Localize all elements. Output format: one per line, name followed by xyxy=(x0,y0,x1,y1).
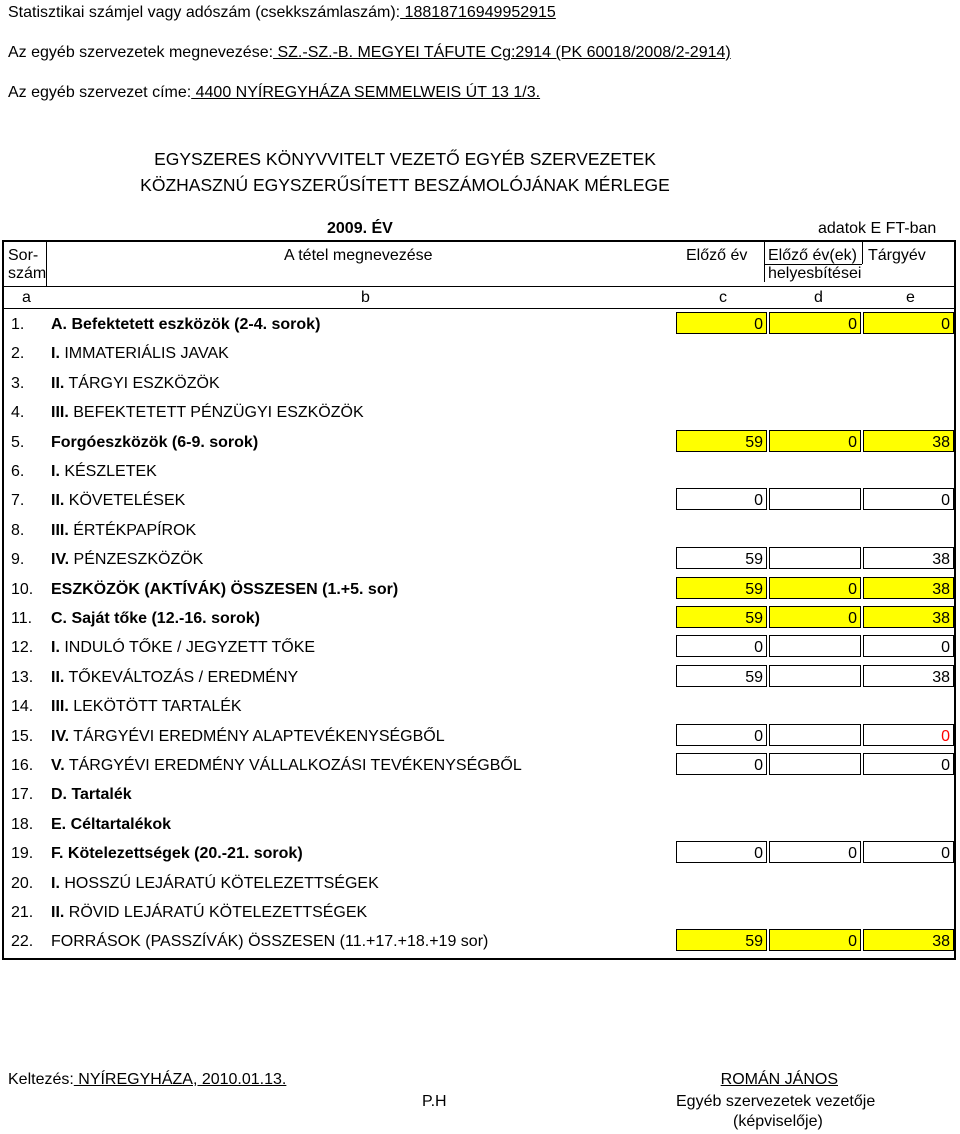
cell-e: 0 xyxy=(863,488,954,510)
row-number: 9. xyxy=(11,551,25,569)
report-year: 2009. ÉV xyxy=(327,220,393,237)
col-head-sor: Sor- szám xyxy=(8,247,47,282)
row-label xyxy=(51,698,242,716)
cell-c xyxy=(676,518,767,540)
col-head-curr: Tárgyév xyxy=(868,247,926,264)
cell-d xyxy=(769,400,861,422)
table-row xyxy=(4,632,954,661)
col-head-prev: Előző év xyxy=(686,247,748,264)
cell-d xyxy=(769,665,861,687)
cell-c xyxy=(676,341,767,363)
cell-e: 0 xyxy=(863,635,954,657)
table-row xyxy=(4,691,954,720)
row-label xyxy=(51,522,196,540)
table-row xyxy=(4,809,954,838)
row-number: 3. xyxy=(11,374,25,392)
cell-d xyxy=(769,694,861,716)
row-label xyxy=(51,404,364,422)
row-text: ESZKÖZÖK (AKTÍVÁK) ÖSSZESEN (1.+5. sor) xyxy=(51,580,399,598)
col-letter-b: b xyxy=(361,289,370,306)
cell-c xyxy=(676,812,767,834)
cell-d xyxy=(769,341,861,363)
cell-d xyxy=(769,724,861,746)
report-title-line2: KÖZHASZNÚ EGYSZERŰSÍTETT BESZÁMOLÓJÁNAK MÉRLEGE xyxy=(140,175,670,195)
cell-d xyxy=(769,459,861,481)
org-name-line xyxy=(8,44,731,62)
row-prefix: I. xyxy=(51,639,60,657)
row-label xyxy=(51,639,315,657)
divider xyxy=(46,242,47,286)
cell-c: 0 xyxy=(676,753,767,775)
cell-c: 0 xyxy=(676,635,767,657)
cell-e: 38 xyxy=(863,577,954,599)
row-text: KÉSZLETEK xyxy=(59,463,157,480)
row-label xyxy=(51,375,220,393)
cell-e xyxy=(863,871,954,893)
cell-e: 38 xyxy=(863,606,954,628)
col-letter-c: c xyxy=(719,289,727,306)
row-number: 11. xyxy=(11,610,33,627)
unit-label: adatok E FT-ban xyxy=(818,220,937,237)
table-row xyxy=(4,868,954,897)
cell-e xyxy=(863,518,954,540)
row-text: E. Céltartalékok xyxy=(51,815,172,833)
table-row xyxy=(4,721,954,750)
signer-role-sub: (képviselője) xyxy=(733,1113,823,1130)
stat-number-label: Statisztikai számjel vagy adószám (csekkszámlaszám): xyxy=(8,4,401,21)
row-number: 16. xyxy=(11,757,34,774)
org-address-line xyxy=(8,84,540,102)
row-number: 14. xyxy=(11,698,34,716)
cell-e: 38 xyxy=(863,929,954,951)
row-label xyxy=(51,551,203,569)
cell-e xyxy=(863,782,954,804)
cell-c xyxy=(676,371,767,393)
cell-c: 59 xyxy=(676,547,767,569)
cell-e: 38 xyxy=(863,547,954,569)
col-letter-e: e xyxy=(906,289,915,306)
row-prefix: V. xyxy=(51,757,65,774)
stat-number-value: 18818716949952915 xyxy=(400,4,556,21)
cell-d xyxy=(769,635,861,657)
table-row xyxy=(4,427,954,456)
cell-d xyxy=(769,488,861,510)
row-prefix: II. xyxy=(51,492,65,510)
row-number: 22. xyxy=(11,933,34,951)
row-number: 4. xyxy=(11,404,25,422)
cell-c: 59 xyxy=(676,577,767,599)
row-number: 15. xyxy=(11,727,34,745)
row-text: D. Tartalék xyxy=(51,786,132,804)
row-number: 5. xyxy=(11,433,25,451)
cell-c xyxy=(676,459,767,481)
row-number: 18. xyxy=(11,815,34,833)
row-prefix: III. xyxy=(51,404,69,422)
table-row xyxy=(4,750,954,779)
row-label xyxy=(51,316,320,334)
row-text: TŐKEVÁLTOZÁS / EREDMÉNY xyxy=(64,668,299,686)
cell-d: 0 xyxy=(769,577,861,599)
row-label xyxy=(51,757,522,775)
org-name-label: Az egyéb szervezetek megnevezése: xyxy=(8,44,274,61)
balance-sheet-table xyxy=(2,240,956,960)
divider xyxy=(862,242,863,264)
row-prefix: IV. xyxy=(51,727,70,745)
row-number: 19. xyxy=(11,845,34,863)
row-prefix: III. xyxy=(51,698,69,716)
row-text: KÖVETELÉSEK xyxy=(64,492,186,510)
row-label xyxy=(51,875,379,893)
row-label xyxy=(51,463,157,481)
table-row xyxy=(4,456,954,485)
row-prefix: IV. xyxy=(51,551,70,569)
row-prefix: I. xyxy=(51,874,60,892)
row-prefix: II. xyxy=(51,374,65,392)
cell-d xyxy=(769,782,861,804)
date-line xyxy=(8,1071,286,1089)
cell-d: 0 xyxy=(769,929,861,951)
row-text: INDULÓ TŐKE / JEGYZETT TŐKE xyxy=(59,639,316,657)
cell-d: 0 xyxy=(769,606,861,628)
cell-e: 0 xyxy=(863,753,954,775)
cell-c: 0 xyxy=(676,488,767,510)
row-label xyxy=(51,904,367,922)
row-label xyxy=(51,492,185,510)
cell-c: 59 xyxy=(676,606,767,628)
divider xyxy=(764,242,765,282)
row-text: Befektetett eszközök (2-4. sorok) xyxy=(67,316,321,333)
cell-c: 0 xyxy=(676,841,767,863)
row-prefix: II. xyxy=(51,904,65,921)
cell-d xyxy=(769,812,861,834)
cell-d: 0 xyxy=(769,430,861,452)
org-name-value: SZ.-SZ.-B. MEGYEI TÁFUTE Cg:2914 (PK 60018/2008/2-2914) xyxy=(273,44,731,61)
row-text: F. Kötelezettségek (20.-21. sorok) xyxy=(51,845,303,863)
cell-c: 0 xyxy=(676,312,767,334)
row-prefix: C. xyxy=(51,610,67,627)
table-row xyxy=(4,309,954,338)
row-text: TÁRGYI ESZKÖZÖK xyxy=(64,374,220,392)
row-text: BEFEKTETETT PÉNZÜGYI ESZKÖZÖK xyxy=(68,404,364,422)
date-label: Keltezés: xyxy=(8,1071,74,1088)
row-number: 17. xyxy=(11,786,34,804)
signer-role: Egyéb szervezetek vezetője xyxy=(676,1093,876,1110)
cell-d xyxy=(769,371,861,393)
cell-e xyxy=(863,694,954,716)
cell-d: 0 xyxy=(769,841,861,863)
row-label xyxy=(51,669,298,687)
cell-c: 0 xyxy=(676,724,767,746)
cell-c xyxy=(676,694,767,716)
table-row xyxy=(4,779,954,808)
signer-name: ROMÁN JÁNOS xyxy=(720,1071,838,1088)
org-address-label: Az egyéb szervezet címe: xyxy=(8,84,192,101)
table-row xyxy=(4,897,954,926)
cell-d xyxy=(769,900,861,922)
cell-e xyxy=(863,341,954,363)
row-text: Saját tőke (12.-16. sorok) xyxy=(67,610,260,627)
table-row xyxy=(4,338,954,367)
row-prefix: A. xyxy=(51,316,67,333)
row-number: 13. xyxy=(11,668,34,686)
col-head-adj: Előző év(ek) helyesbítései xyxy=(768,247,862,282)
cell-e xyxy=(863,812,954,834)
row-label xyxy=(51,816,171,834)
divider xyxy=(4,286,954,287)
cell-c xyxy=(676,871,767,893)
table-row xyxy=(4,838,954,867)
divider xyxy=(764,264,862,265)
table-row xyxy=(4,544,954,573)
cell-c: 59 xyxy=(676,430,767,452)
row-text: IMMATERIÁLIS JAVAK xyxy=(59,345,229,363)
cell-d xyxy=(769,547,861,569)
row-label xyxy=(51,845,303,863)
row-prefix: III. xyxy=(51,521,69,539)
row-label xyxy=(51,933,488,951)
col-letter-d: d xyxy=(814,289,823,306)
row-text: Forgóeszközök (6-9. sorok) xyxy=(51,433,259,451)
row-number: 21. xyxy=(11,904,34,921)
row-text: TÁRGYÉVI EREDMÉNY ALAPTEVÉKENYSÉGBŐL xyxy=(69,727,445,745)
cell-e xyxy=(863,900,954,922)
row-number: 1. xyxy=(11,316,25,333)
cell-d xyxy=(769,753,861,775)
cell-c xyxy=(676,782,767,804)
row-number: 6. xyxy=(11,463,25,480)
cell-d: 0 xyxy=(769,312,861,334)
cell-e: 0 xyxy=(863,724,954,746)
cell-e xyxy=(863,400,954,422)
row-label xyxy=(51,345,229,363)
cell-d xyxy=(769,871,861,893)
cell-d xyxy=(769,518,861,540)
cell-e xyxy=(863,459,954,481)
table-row xyxy=(4,515,954,544)
row-number: 7. xyxy=(11,492,25,510)
table-row xyxy=(4,368,954,397)
org-address-value: 4400 NYÍREGYHÁZA SEMMELWEIS ÚT 13 1/3. xyxy=(191,84,541,101)
row-text: PÉNZESZKÖZÖK xyxy=(69,551,204,569)
row-label xyxy=(51,728,445,746)
row-label xyxy=(51,786,132,804)
row-label xyxy=(51,434,258,452)
table-row xyxy=(4,397,954,426)
cell-c: 59 xyxy=(676,665,767,687)
cell-c xyxy=(676,900,767,922)
table-row xyxy=(4,603,954,632)
table-row xyxy=(4,926,954,955)
cell-e: 38 xyxy=(863,430,954,452)
row-text: LEKÖTÖTT TARTALÉK xyxy=(68,698,242,716)
row-number: 10. xyxy=(11,580,34,598)
row-label xyxy=(51,610,260,628)
row-text: HOSSZÚ LEJÁRATÚ KÖTELEZETTSÉGEK xyxy=(59,874,379,892)
row-label xyxy=(51,581,398,599)
row-text: ÉRTÉKPAPÍROK xyxy=(68,521,197,539)
row-number: 8. xyxy=(11,521,25,539)
cell-c: 59 xyxy=(676,929,767,951)
row-prefix: I. xyxy=(51,463,60,480)
stat-number-line xyxy=(8,4,556,22)
cell-e: 0 xyxy=(863,841,954,863)
col-head-name: A tétel megnevezése xyxy=(284,247,433,264)
date-value: NYÍREGYHÁZA, 2010.01.13. xyxy=(73,1071,287,1088)
cell-c xyxy=(676,400,767,422)
report-title-line1: EGYSZERES KÖNYVVITELT VEZETŐ EGYÉB SZERVEZETEK xyxy=(154,149,656,169)
cell-e xyxy=(863,371,954,393)
row-number: 12. xyxy=(11,639,34,657)
row-text: RÖVID LEJÁRATÚ KÖTELEZETTSÉGEK xyxy=(64,904,368,921)
table-row xyxy=(4,574,954,603)
table-row xyxy=(4,485,954,514)
row-prefix: II. xyxy=(51,668,65,686)
row-number: 20. xyxy=(11,874,34,892)
row-prefix: I. xyxy=(51,345,60,363)
col-letter-a: a xyxy=(22,289,31,306)
row-text: FORRÁSOK (PASSZÍVÁK) ÖSSZESEN (11.+17.+18.+19 sor) xyxy=(51,933,489,951)
row-number: 2. xyxy=(11,345,25,363)
cell-e: 0 xyxy=(863,312,954,334)
stamp-placeholder: P.H xyxy=(422,1093,447,1110)
table-row xyxy=(4,662,954,691)
row-text: TÁRGYÉVI EREDMÉNY VÁLLALKOZÁSI TEVÉKENYSÉGBŐL xyxy=(64,757,522,774)
cell-e: 38 xyxy=(863,665,954,687)
